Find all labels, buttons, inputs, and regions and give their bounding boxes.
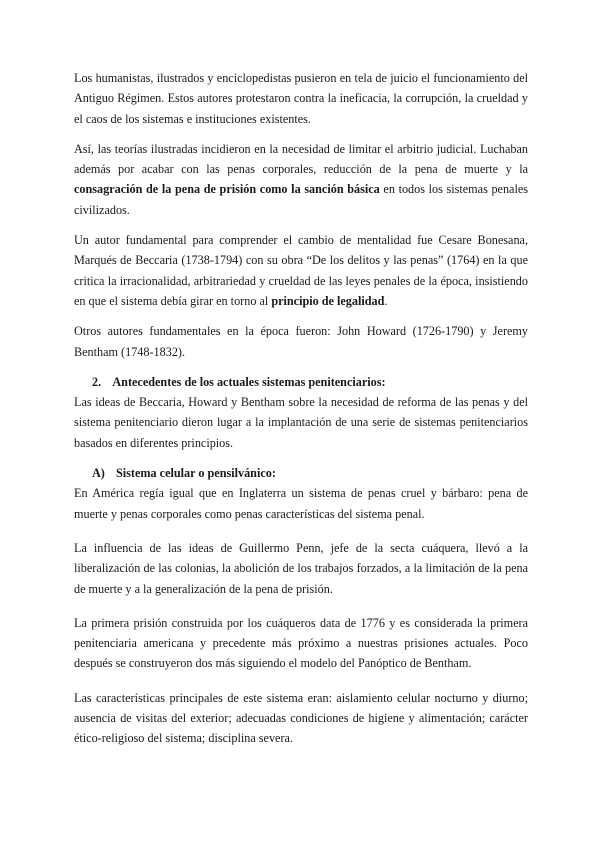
bold-phrase-pena-prision: consagración de la pena de prisión como la sanción básica [74, 182, 380, 197]
subsection-title: Sistema celular o pensilvánico: [116, 466, 276, 481]
paragraph-beccaria [74, 230, 528, 311]
paragraph-text: en todos los sistemas penales civilizados. [74, 182, 529, 217]
section-number: 2. [92, 374, 102, 389]
paragraph-otros-autores: Otros autores fundamentales en la época fueron: John Howard (1726-1790) y Jeremy Bentham (1748-1832). [74, 324, 528, 359]
paragraph-text: Así, las teorías ilustradas incidieron en la necesidad de limitar el arbitrio judicial. Luchaban además por acabar con las penas corporales, reducción de la pena de muerte y la [74, 141, 528, 177]
bold-phrase-legalidad: principio de legalidad [271, 293, 385, 308]
subsection-heading-a [74, 463, 528, 483]
paragraph-guillermo-penn: La influencia de las ideas de Guillermo Penn, jefe de la secta cuáquera, llevó a la liberalización de las colonias, la abolición de los trabajos forzados, a la limitación de la pena de muerte y a la generalización de la pena de prisión. [74, 540, 528, 596]
paragraph-primera-prision: La primera prisión construida por los cuáqueros data de 1776 y es considerada la primera penitenciaria americana y precedente más próximo a nuestras prisiones actuales. Poco después se construyeron dos más siguiendo el modelo del Panóptico de Bentham. [74, 615, 528, 671]
paragraph-caracteristicas: Las características principales de este sistema eran: aislamiento celular nocturno y diurno; ausencia de visitas del exterior; adecuadas condiciones de higiene y alimentación; carácter ético-religioso del sistema; disciplina severa. [74, 690, 528, 746]
paragraph-text: . [384, 293, 388, 308]
section-heading-2 [74, 372, 528, 392]
subsection-number: A) [92, 466, 105, 481]
section-title: Antecedentes de los actuales sistemas penitenciarios: [112, 374, 386, 389]
paragraph-america: En América regía igual que en Inglaterra un sistema de penas cruel y bárbaro: pena de muerte y penas corporales como penas características del sistema penal. [74, 486, 528, 521]
paragraph-ideas-reforma: Las ideas de Beccaria, Howard y Bentham sobre la necesidad de reforma de las penas y del sistema penitenciario dieron lugar a la implantación de una serie de sistemas penitenciarios basados en diferentes principios. [74, 395, 528, 450]
paragraph-text: Un autor fundamental para comprender el cambio de mentalidad fue Cesare Bonesana, Marqués de Beccaria (1738-1794) con su obra “De los delitos y las penas” (1764) en la que critica la irracionalidad, arbitrariedad y crueldad de las leyes penales de la época, insistiendo en que el sistema debía girar en torno al [74, 233, 528, 308]
paragraph-teorias-ilustradas [74, 139, 528, 220]
paragraph-humanistas: Los humanistas, ilustrados y enciclopedistas pusieron en tela de juicio el funcionamiento del Antiguo Régimen. Estos autores protestaron contra la ineficacia, la corrupción, la crueldad y el caos de los sistemas e instituciones existentes. [74, 71, 528, 126]
